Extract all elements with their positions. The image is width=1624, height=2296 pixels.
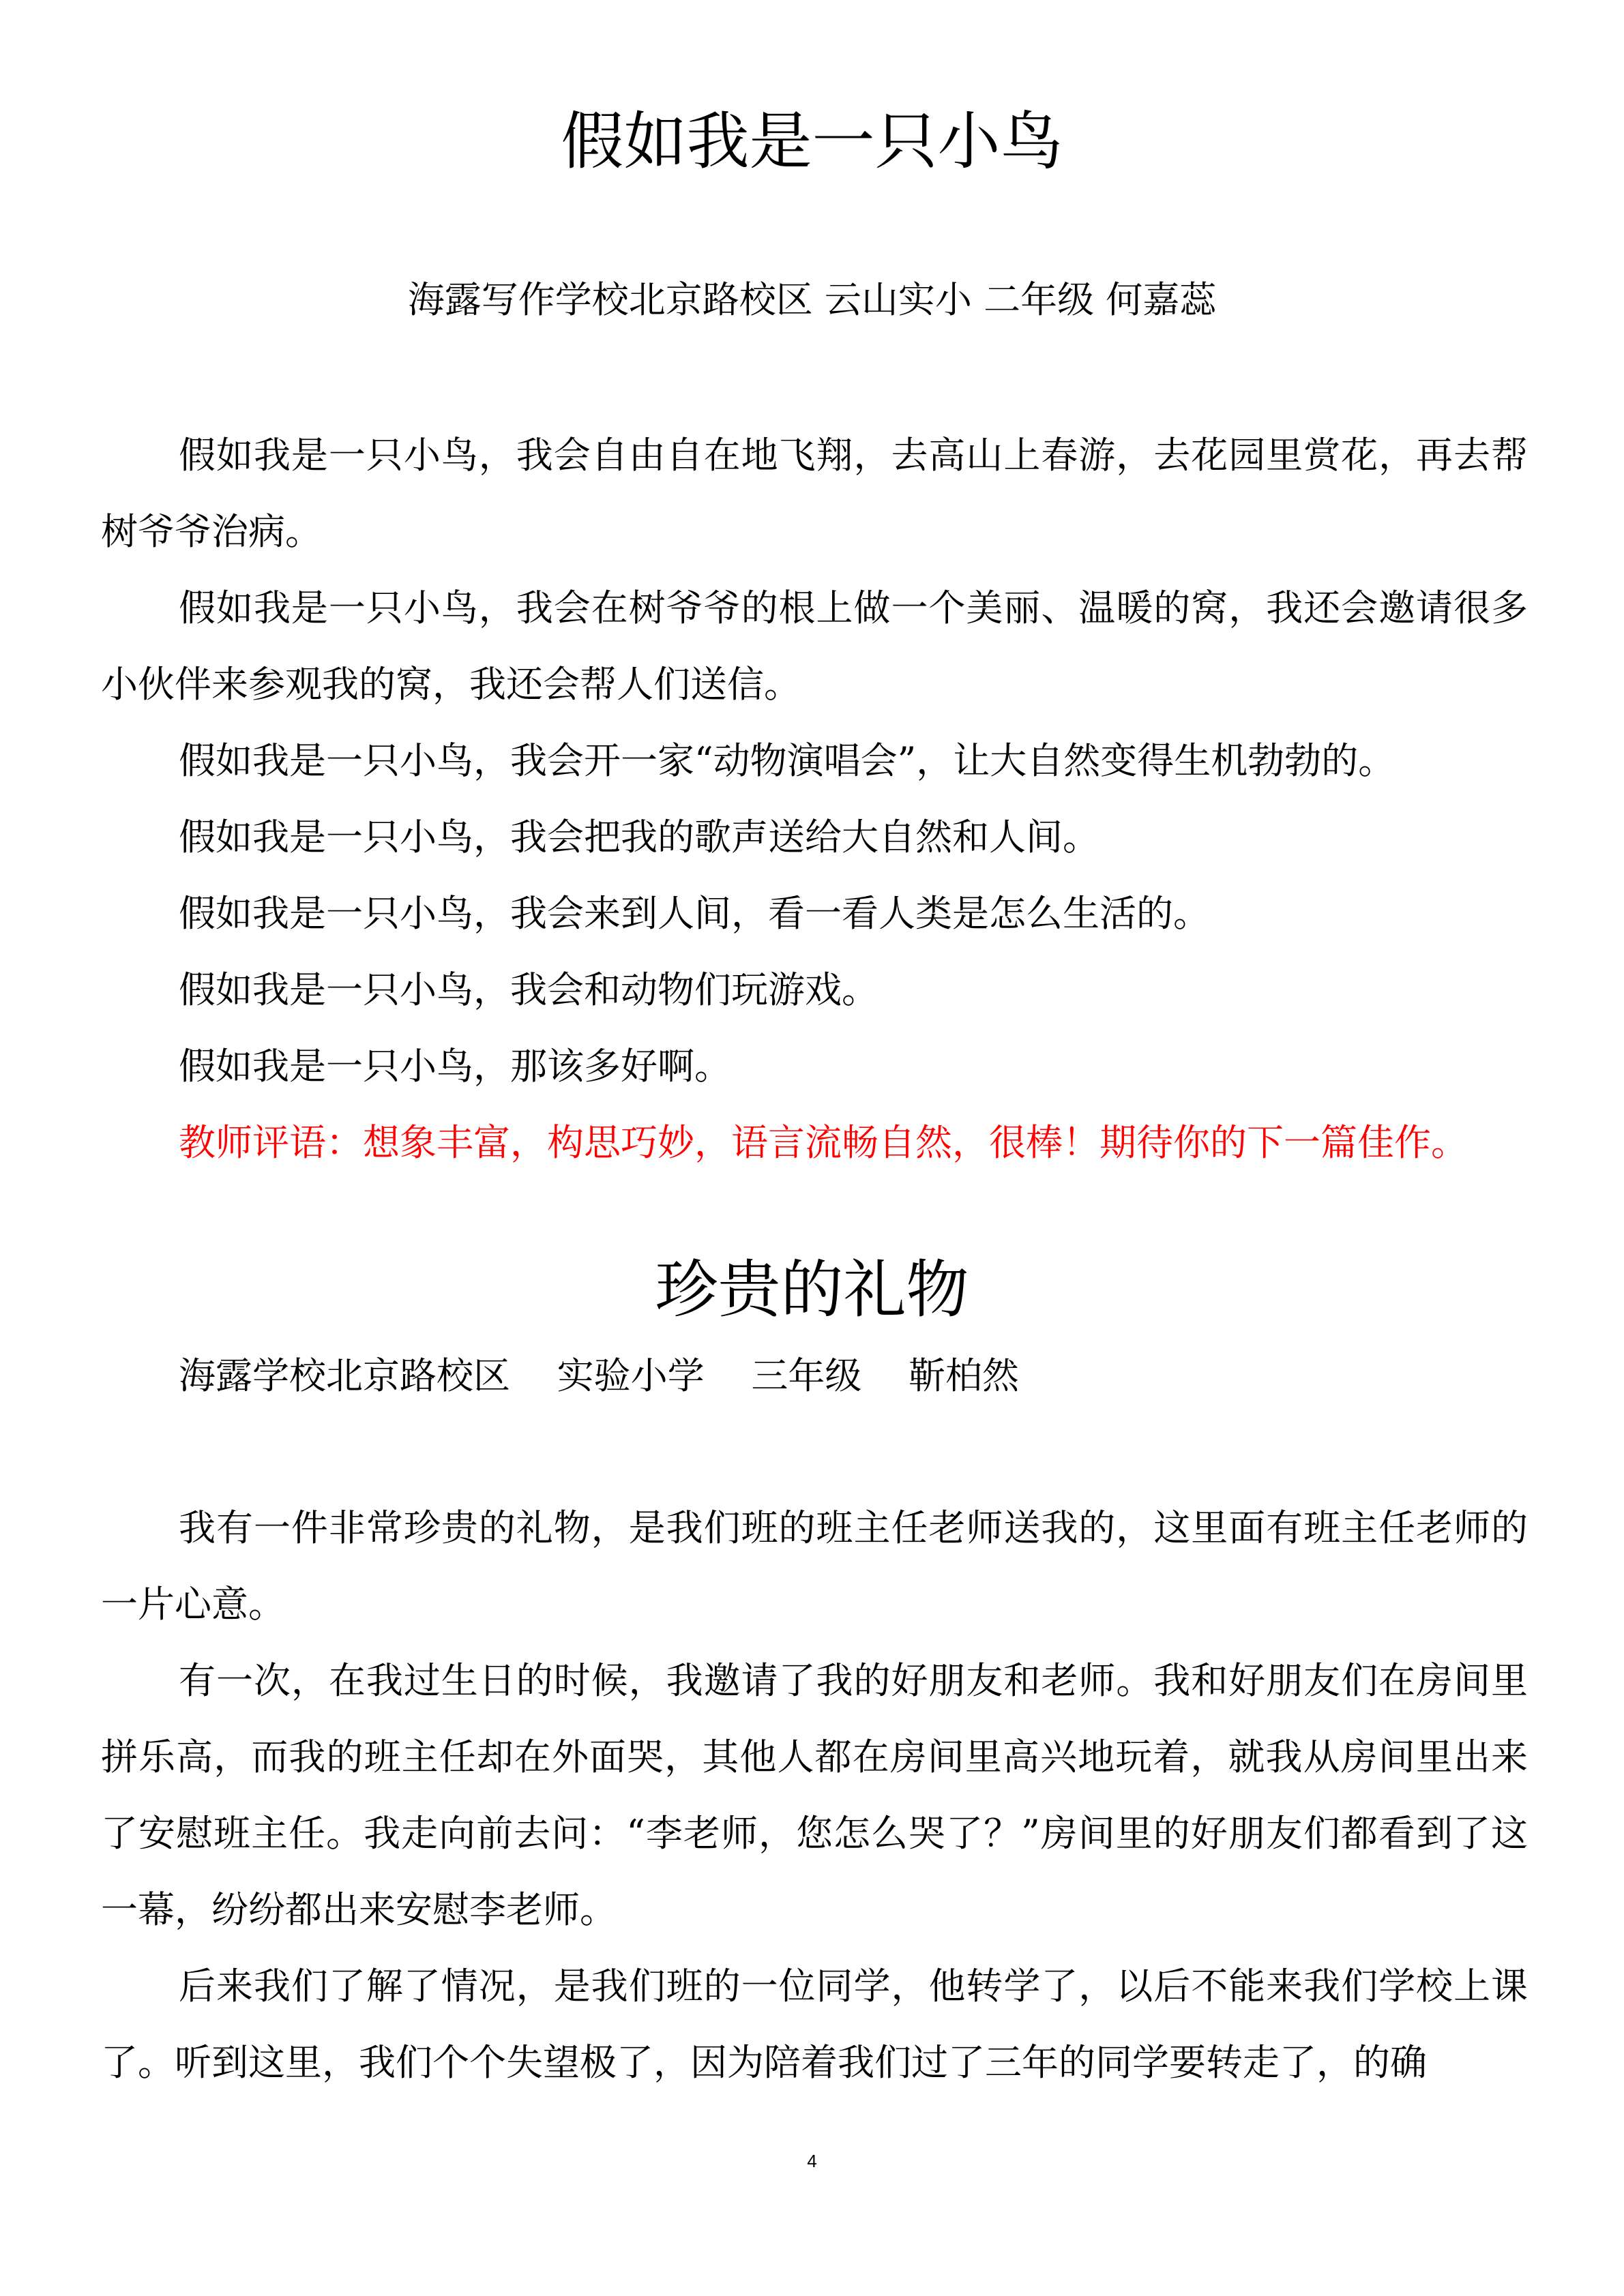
paragraph: 假如我是一只小鸟，我会和动物们玩游戏。 [179,968,879,1011]
teacher-comment: 教师评语：想象丰富，构思巧妙，语言流畅自然，很棒！期待你的下一篇佳作。 [179,1121,1468,1164]
article-title: 珍贵的礼物 [655,1253,969,1326]
paragraph: 假如我是一只小鸟，我会开一家“动物演唱会”，让大自然变得生机勃勃的。 [179,739,1396,782]
paragraph: 有一次，在我过生日的时候，我邀请了我的好朋友和老师。我和好朋友们在房间里拼乐高，而我的班主任却在外面哭，其他人都在房间里高兴地玩着，就我从房间里出来了安慰班主任。我走向前去问：“李老师，您怎么哭了？”房间里的好朋友们都看到了这一幕，纷纷都出来安慰李老师。 [101,1659,1528,1931]
article-title: 假如我是一只小鸟 [561,105,1063,178]
article-body [101,417,1528,1181]
paragraph: 假如我是一只小鸟，我会把我的歌声送给大自然和人间。 [179,816,1099,859]
article-body [101,1490,1528,2101]
paragraph: 假如我是一只小鸟，我会来到人间，看一看人类是怎么生活的。 [179,892,1210,935]
paragraph: 我有一件非常珍贵的礼物，是我们班的班主任老师送我的，这里面有班主任老师的一片心意。 [101,1506,1528,1626]
paragraph: 假如我是一只小鸟，我会自由自在地飞翔，去高山上春游，去花园里赏花，再去帮树爷爷治病。 [101,434,1528,553]
page-number: 4 [807,2151,817,2171]
article-byline: 海露学校北京路校区 实验小学 三年级 靳柏然 [179,1354,1019,1397]
paragraph: 假如我是一只小鸟，那该多好啊。 [179,1045,731,1088]
paragraph: 后来我们了解了情况，是我们班的一位同学，他转学了，以后不能来我们学校上课了。听到这里，我们个个失望极了，因为陪着我们过了三年的同学要转走了，的确 [101,1965,1528,2084]
article-byline: 海露写作学校北京路校区 云山实小 二年级 何嘉蕊 [407,278,1217,321]
paragraph: 假如我是一只小鸟，我会在树爷爷的根上做一个美丽、温暖的窝，我还会邀请很多小伙伴来参观我的窝，我还会帮人们送信。 [101,586,1528,706]
